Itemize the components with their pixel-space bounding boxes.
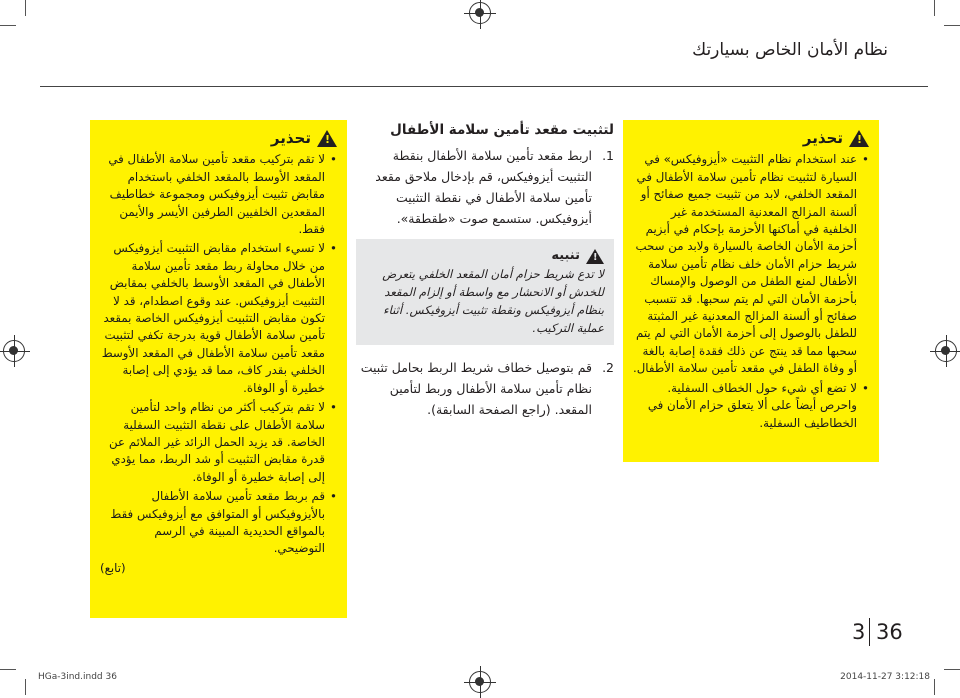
crop-mark [0,25,16,26]
step-2-number: 2. [602,360,614,375]
registration-mark-right [935,340,957,362]
chapter-number: 3 [852,620,866,644]
footer-filename: HGa-3ind.indd 36 [38,672,117,682]
left-warning-list [100,151,337,557]
step-1 [356,145,614,229]
step-2-text: قم بتوصيل خطاف شريط الربط بحامل تثبيت نظام تأمين سلامة الأطفال وربط لتأمين المقعد. (راجع الصفحة السابقة). [360,360,592,417]
step-2 [356,357,614,420]
middle-heading: لتثبيت مقعد تأمين سلامة الأطفال [390,122,614,138]
right-warning-title-row [633,130,869,147]
warning-triangle-icon: ! [317,130,337,147]
header-rule [40,86,928,87]
crop-mark [25,0,26,16]
left-warning-bullet-1: • لا تقم بتركيب مقعد تأمين سلامة الأطفال في المقعد الأوسط بالمقعد الخلفي باستخدام مقابض تثبيت أيزوفيكس ومجموعة خطاطيف المقعدين الخلفيين الطرفين الأيسر والأيمن فقط. [100,151,325,238]
registration-mark-top [469,2,491,24]
crop-mark [0,669,16,670]
right-warning-list [633,151,869,432]
crop-mark [944,669,960,670]
footer-timestamp: 2014-11-27 3:12:18 [840,672,930,682]
caution-triangle-icon: ! [586,249,604,264]
step-1-number: 1. [602,148,614,163]
registration-mark-left [3,340,25,362]
notice-text: لا تدع شريط حزام أمان المقعد الخلفي يتعرض للخدش أو الانحشار مع واسطة أو إلزام المقعد بنظام أيزوفيكس ونقطة تثبيت أيزوفيكس. أثناء عملية التركيب. [382,267,604,335]
right-warning-bullet-1: • عند استخدام نظام التثبيت «أيزوفيكس» في السيارة لتثبيت نظام تأمين سلامة الأطفال في المقعد الخلفي، لابد من تثبيت جميع صفائح أو ألسنة المزالج المعدنية المستخدمة غير الخلفية في أماكنها الأحزمة بإحكام في أبزيم أحزمة الأمان الخاصة بالسيارة ولابد من سحب شريط حزام الأمان خلف نظام تأمين سلامة الأطفال لمنع الطفل من الوصول والإمساك بأحزمة الأمان التي لم يتم سحبها. قد تتسبب صفائح أو ألسنة المزالج المعدنية غير المثبتة للطفل بالوصول إلى أحزمة الأمان التي لم يتم سحبها مما قد ينتج عن ذلك فقدة إصابة بالغة أو وفاة الطفل في مقعد تأمين سلامة الأطفال. [633,151,857,377]
crop-mark [934,0,935,16]
warning-triangle-icon: ! [849,130,869,147]
right-warning-box [623,120,879,462]
middle-column [356,120,614,420]
notice-title-row [366,247,604,265]
left-warning-bullet-4: • قم بربط مقعد تأمين سلامة الأطفال بالأيزوفيكس أو المتوافق مع أيزوفيكس فقط بالمواقع الحديدية المبينة في الرسم التوضيحي. [100,488,325,558]
right-warning-title: تحذير [802,129,843,147]
registration-mark-bottom [469,671,491,693]
page-number: 36 [876,620,903,644]
continued-label: (تابع) [100,560,126,575]
page-number-divider [869,618,870,646]
notice-box [356,239,614,345]
page-header-title: نظام الأمان الخاص بسيارتك [692,40,888,60]
step-1-text: اربط مقعد تأمين سلامة الأطفال بنقطة التثبيت أيزوفيكس، قم بإدخال ملاحق مقعد تأمين سلامة الأطفال في نقطة التثبيت أيزوفيكس. ستسمع صوت «طقطقة». [375,148,592,226]
left-warning-bullet-2: • لا تسيء استخدام مقابض التثبيت أيزوفيكس من خلال محاولة ربط مقعد تأمين سلامة الأطفال في المقعد الأوسط بالخلفي بمقابض التثبيت أيزوفيكس. عند وقوع اصطدام، قد لا تكون مقابض التثبيت أيزوفيكس الخاصة بمقعد تأمين سلامة الأطفال قوية بدرجة تكفي لتثبيت مقعد تأمين سلامة الأطفال في المقعد الأوسط الخلفي بقدر كاف، مما قد يؤدي إلى إصابة خطيرة أو الوفاة. [100,240,325,397]
crop-mark [934,679,935,695]
right-warning-bullet-2: • لا تضع أي شيء حول الخطاف السفلية. واحرص أيضاً على ألا يتعلق حزام الأمان في الخطاطيف السفلية. [633,380,857,432]
left-warning-box [90,120,347,618]
left-warning-title: تحذير [270,129,311,147]
notice-title: تنبيه [551,248,580,263]
left-warning-title-row [100,130,337,147]
crop-mark [25,679,26,695]
crop-mark [944,25,960,26]
left-warning-bullet-3: • لا تقم بتركيب أكثر من نظام واحد لتأمين سلامة الأطفال على نقطة التثبيت السفلية الخاصة. قد يزيد الحمل الزائد غير الملائم عن قدرة مقابض التثبيت أو شد الربط، مما يؤدي إلى إصابة خطيرة أو الوفاة. [100,399,325,486]
